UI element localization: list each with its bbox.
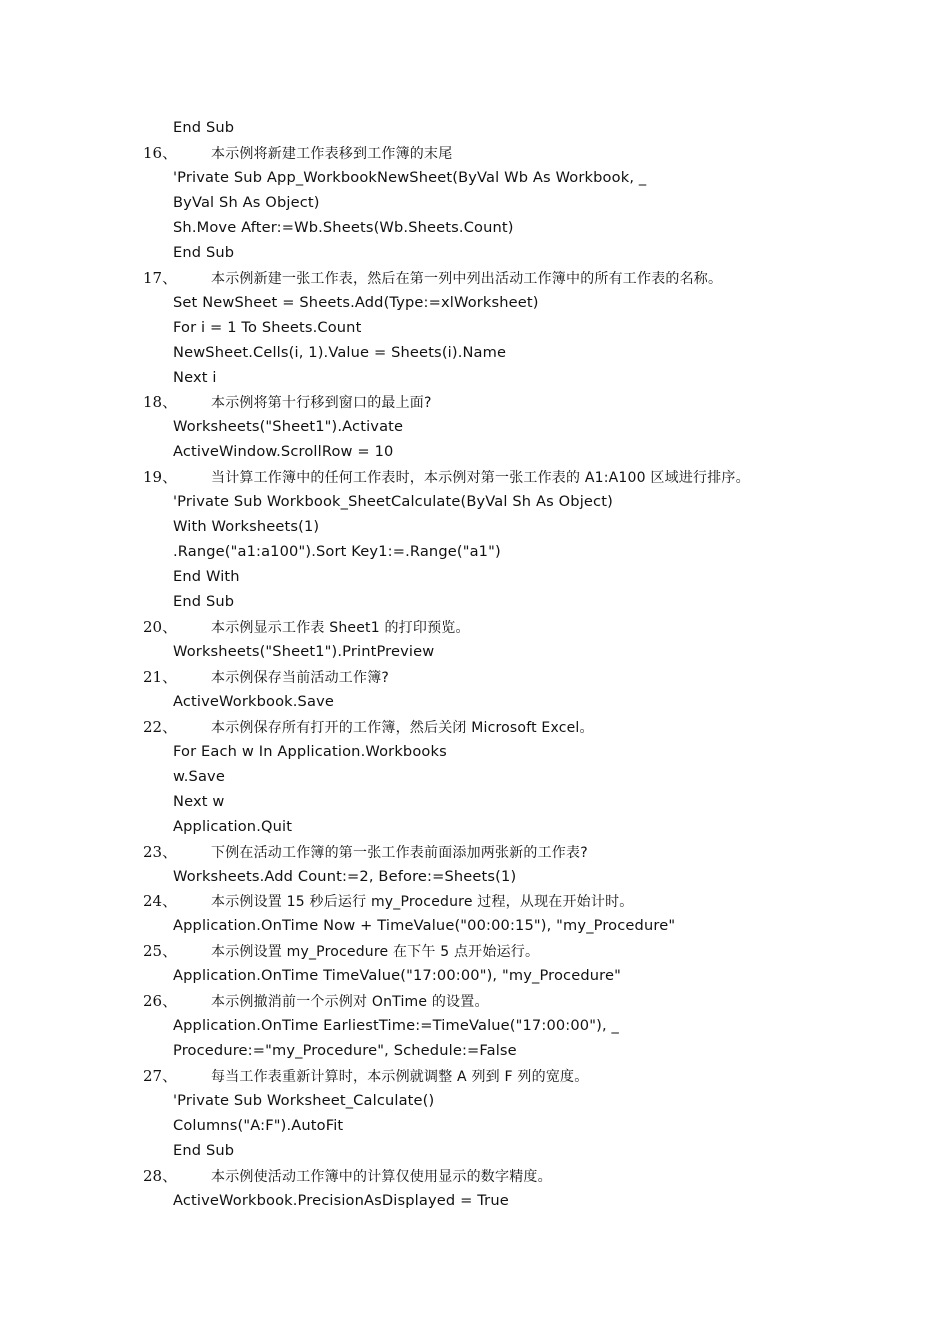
code-text: Worksheets.Add Count:=2, Before:=Sheets(1) [173,867,517,885]
example-number: 22、 [143,717,178,736]
code-line [0,119,950,144]
example-heading [0,892,950,917]
example-number: 26、 [143,992,178,1011]
example-number: 24、 [143,892,178,911]
example-number: 21、 [143,667,178,686]
code-line [0,768,950,793]
example-number: 25、 [143,942,178,961]
code-text: Application.OnTime EarliestTime:=TimeValue("17:00:00"), _ [173,1017,619,1035]
code-line [0,344,950,369]
example-description: 本示例撤消前一个示例对 OnTime 的设置。 [211,994,489,1011]
code-line [0,543,950,568]
example-heading [0,144,950,169]
code-line [0,418,950,443]
example-description: 本示例将第十行移到窗口的最上面? [211,395,432,412]
code-text: Application.Quit [173,817,293,835]
example-number: 28、 [143,1166,178,1185]
example-description: 本示例显示工作表 Sheet1 的打印预览。 [211,620,470,636]
code-line [0,1092,950,1117]
code-text: Sh.Move After:=Wb.Sheets(Wb.Sheets.Count) [173,218,514,236]
example-description: 当计算工作簿中的任何工作表时，本示例对第一张工作表的 A1:A100 区域进行排序。 [211,470,750,487]
code-line [0,244,950,269]
code-text: For i = 1 To Sheets.Count [173,318,362,336]
example-description: 本示例新建一张工作表，然后在第一列中列出活动工作簿中的所有工作表的名称。 [211,270,723,287]
code-line [0,1042,950,1067]
code-line [0,369,950,394]
example-description: 每当工作表重新计算时，本示例就调整 A 列到 F 列的宽度。 [211,1069,589,1086]
code-line [0,1117,950,1142]
code-text: 'Private Sub Worksheet_Calculate() [173,1092,435,1109]
example-heading [0,393,950,418]
example-heading [0,668,950,693]
code-line [0,917,950,942]
code-text: Next i [173,368,217,386]
code-text: NewSheet.Cells(i, 1).Value = Sheets(i).Name [173,343,507,361]
code-line [0,443,950,468]
example-description: 本示例使活动工作簿中的计算仅使用显示的数字精度。 [211,1168,552,1185]
example-number: 20、 [143,618,178,636]
code-line [0,643,950,668]
code-line [0,518,950,543]
code-text: For Each w In Application.Workbooks [173,742,447,760]
code-text: 'Private Sub Workbook_SheetCalculate(ByVal Sh As Object) [173,493,613,511]
code-text: Worksheets("Sheet1").PrintPreview [173,642,435,660]
code-line [0,169,950,194]
example-heading [0,843,950,868]
code-line [0,693,950,718]
code-line [0,1192,950,1217]
example-heading [0,618,950,643]
code-text: End Sub [173,593,235,610]
code-text: ActiveWindow.ScrollRow = 10 [173,443,394,461]
code-text: Worksheets("Sheet1").Activate [173,418,404,436]
code-line [0,493,950,518]
example-number: 23、 [143,842,178,861]
example-heading [0,942,950,967]
example-number: 27、 [143,1067,178,1086]
code-text: 'Private Sub App_WorkbookNewSheet(ByVal Wb As Workbook, _ [173,168,647,186]
code-text: ByVal Sh As Object) [173,193,320,211]
example-number: 17、 [143,268,178,287]
code-line [0,568,950,593]
code-text: End Sub [173,243,235,261]
code-text: Columns("A:F").AutoFit [173,1117,344,1134]
example-number: 18、 [143,393,178,412]
example-heading [0,1167,950,1192]
code-line [0,1017,950,1042]
code-line [0,818,950,843]
code-text: With Worksheets(1) [173,518,320,536]
code-line [0,319,950,344]
code-line [0,967,950,992]
example-heading [0,718,950,743]
code-line [0,1142,950,1167]
code-line [0,593,950,618]
code-text: ActiveWorkbook.Save [173,692,334,710]
example-number: 16、 [143,143,178,162]
example-number: 19、 [143,468,178,487]
code-text: End Sub [173,119,235,136]
example-description: 本示例保存所有打开的工作簿，然后关闭 Microsoft Excel。 [211,719,594,736]
code-text: End Sub [173,1141,235,1159]
code-text: Application.OnTime TimeValue("17:00:00"), "my_Procedure" [173,967,621,985]
code-text: Next w [173,792,225,810]
code-text: Procedure:="my_Procedure", Schedule:=False [173,1042,517,1060]
example-heading [0,269,950,294]
example-heading [0,1067,950,1092]
code-text: ActiveWorkbook.PrecisionAsDisplayed = True [173,1191,509,1209]
example-description: 本示例保存当前活动工作簿? [211,669,390,686]
code-line [0,194,950,219]
example-description: 下例在活动工作簿的第一张工作表前面添加两张新的工作表? [211,844,588,861]
code-line [0,793,950,818]
code-text: End With [173,568,240,586]
example-description: 本示例将新建工作表移到工作簿的末尾 [211,145,453,162]
code-text: w.Save [173,767,225,785]
code-line [0,294,950,319]
example-heading [0,992,950,1017]
code-line [0,219,950,244]
code-line [0,868,950,893]
example-heading [0,468,950,493]
example-description: 本示例设置 my_Procedure 在下午 5 点开始运行。 [211,944,540,961]
code-text: Set NewSheet = Sheets.Add(Type:=xlWorksheet) [173,293,539,311]
example-description: 本示例设置 15 秒后运行 my_Procedure 过程，从现在开始计时。 [211,894,634,911]
code-text: Application.OnTime Now + TimeValue("00:00:15"), "my_Procedure" [173,917,676,935]
code-text: .Range("a1:a100").Sort Key1:=.Range("a1") [173,543,501,561]
code-line [0,743,950,768]
